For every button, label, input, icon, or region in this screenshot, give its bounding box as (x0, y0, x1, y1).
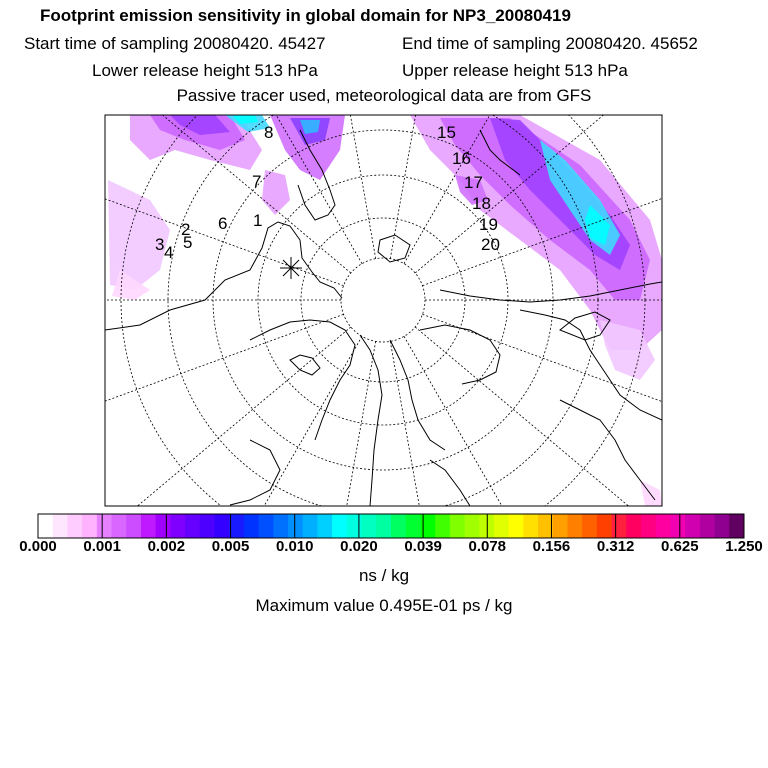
upper-height-label: Upper release height 513 hPa (402, 61, 628, 80)
units-label: ns / kg (358, 566, 410, 585)
day-label: 20 (481, 235, 500, 254)
day-label: 6 (218, 214, 228, 233)
colorbar-tick-label: 0.156 (532, 538, 571, 555)
day-label: 4 (164, 243, 174, 262)
colorbar-swatch (523, 514, 538, 538)
day-label: 8 (264, 123, 274, 142)
colorbar-swatch (244, 514, 259, 538)
colorbar-swatch (612, 514, 627, 538)
receptor-marker (280, 257, 302, 279)
colorbar-swatch (332, 514, 347, 538)
colorbar-swatch (553, 514, 568, 538)
colorbar-tick-label: 0.010 (275, 538, 314, 555)
colorbar-swatch (715, 514, 730, 538)
colorbar-swatch (494, 514, 509, 538)
day-label: 3 (155, 235, 165, 254)
plot-title: Footprint emission sensitivity in global domain for NP3_20080419 (40, 6, 571, 25)
colorbar-swatch (288, 514, 303, 538)
colorbar-swatch (406, 514, 421, 538)
colorbar-swatch (82, 514, 97, 538)
day-label: 15 (437, 123, 456, 142)
colorbar-swatch (391, 514, 406, 538)
colorbar-swatch (229, 514, 244, 538)
lower-height-label: Lower release height 513 hPa (92, 61, 318, 80)
colorbar-tick-label: 0.002 (147, 538, 186, 555)
colorbar-swatch (582, 514, 597, 538)
day-label: 19 (479, 215, 498, 234)
colorbar-swatch (376, 514, 391, 538)
meridian-line (415, 327, 768, 634)
latitude-circle (341, 258, 425, 342)
day-label: 1 (253, 211, 263, 230)
colorbar-swatch (685, 514, 700, 538)
colorbar-tick-label: 0.000 (19, 538, 57, 555)
colorbar-swatch (97, 514, 112, 538)
end-time-label: End time of sampling 20080420. 45652 (402, 34, 698, 53)
colorbar-swatch (170, 514, 185, 538)
colorbar-swatch (38, 514, 53, 538)
colorbar-swatch (465, 514, 480, 538)
colorbar-swatch (200, 514, 215, 538)
colorbar-swatch (656, 514, 671, 538)
colorbar-tick-label: 0.001 (83, 538, 121, 555)
colorbar-swatch (509, 514, 524, 538)
colorbar-tick-label: 0.078 (468, 538, 507, 555)
plume-patch (262, 170, 290, 215)
colorbar-swatch (303, 514, 318, 538)
colorbar-swatch (259, 514, 274, 538)
day-label: 5 (183, 233, 193, 252)
colorbar-swatch (362, 514, 377, 538)
colorbar-swatch (215, 514, 230, 538)
latitude-circle (301, 218, 465, 382)
colorbar-tick-label: 1.250 (725, 538, 763, 555)
colorbar-swatch (185, 514, 200, 538)
colorbar-swatch (450, 514, 465, 538)
day-label: 18 (472, 194, 491, 213)
day-label: 17 (464, 173, 483, 192)
start-time-label: Start time of sampling 20080420. 45427 (24, 34, 326, 53)
colorbar-swatch (112, 514, 127, 538)
colorbar-swatch (156, 514, 171, 538)
colorbar-swatch (597, 514, 612, 538)
colorbar-tick-label: 0.039 (404, 538, 442, 555)
meridian-line (422, 314, 768, 477)
colorbar-swatch (626, 514, 641, 538)
colorbar-swatch (273, 514, 288, 538)
day-label: 16 (452, 149, 471, 168)
day-label: 2 (181, 220, 191, 239)
colorbar-swatch (317, 514, 332, 538)
colorbar-swatch (641, 514, 656, 538)
day-label: 7 (252, 172, 262, 191)
colorbar-swatch (568, 514, 583, 538)
colorbar-tick-label: 0.625 (661, 538, 699, 555)
colorbar-swatch (53, 514, 68, 538)
colorbar-swatch (347, 514, 362, 538)
colorbar-tick-label: 0.020 (340, 538, 378, 555)
colorbar-swatch (700, 514, 715, 538)
colorbar-tick-label: 0.005 (211, 538, 250, 555)
max-value-label: Maximum value 0.495E-01 ps / kg (255, 596, 513, 615)
colorbar (38, 514, 745, 538)
colorbar-tick-label: 0.312 (596, 538, 635, 555)
colorbar-swatch (126, 514, 141, 538)
emission-plume (108, 115, 662, 506)
meridian-line (0, 327, 351, 634)
colorbar-swatch (141, 514, 156, 538)
colorbar-swatch (729, 514, 744, 538)
colorbar-swatch (670, 514, 685, 538)
colorbar-swatch (67, 514, 82, 538)
tracer-note: Passive tracer used, meteorological data are from GFS (176, 86, 592, 105)
colorbar-swatch (435, 514, 450, 538)
